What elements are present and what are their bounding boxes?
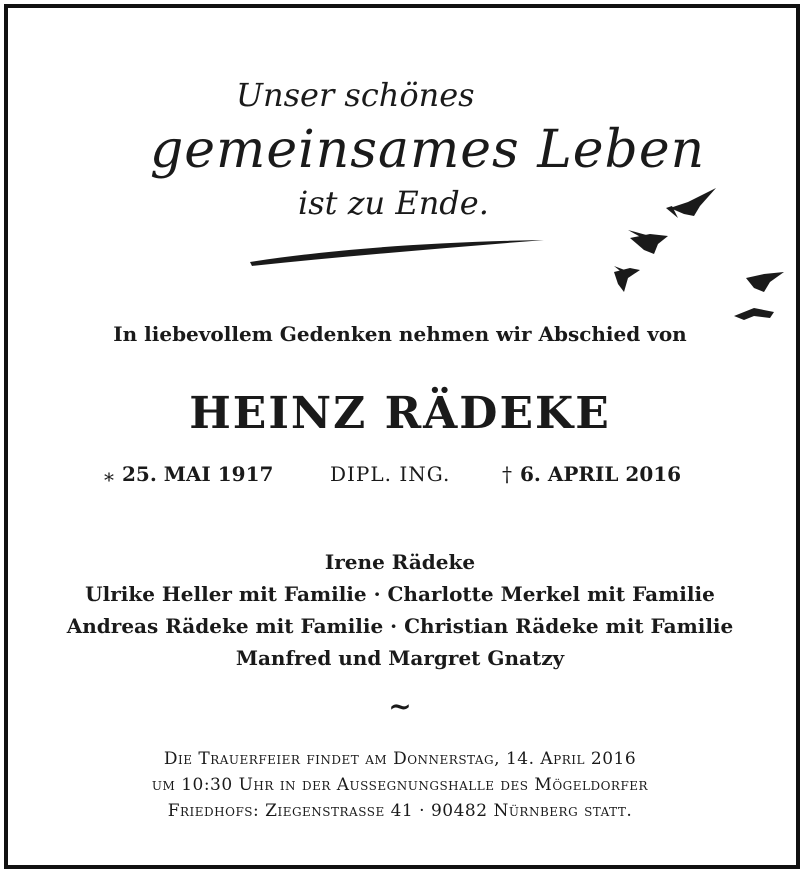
dates-row bbox=[0, 462, 800, 494]
mourner-line: Andreas Rädeke mit Familie · Christian Rädeke mit Familie bbox=[66, 614, 734, 638]
notice-line: Friedhofs: Ziegenstrasse 41 · 90482 Nürnberg statt. bbox=[167, 801, 633, 821]
birth-date-text: 25. MAI 1917 bbox=[122, 462, 274, 486]
academic-title: DIPL. ING. bbox=[330, 462, 451, 486]
separator-tilde: ~ bbox=[388, 690, 412, 723]
birth-date bbox=[104, 462, 273, 486]
headline-line-3: ist zu Ende. bbox=[298, 184, 489, 222]
death-date bbox=[502, 462, 681, 486]
intro-line: In liebevollem Gedenken nehmen wir Abschied von bbox=[113, 322, 687, 346]
headline-line-2: gemeinsames Leben bbox=[150, 120, 706, 180]
brush-stroke-underline bbox=[246, 232, 548, 272]
headline-line-1: Unser schönes bbox=[236, 76, 475, 114]
headline bbox=[0, 0, 800, 280]
death-date-text: 6. APRIL 2016 bbox=[520, 462, 682, 486]
notice-line: um 10:30 Uhr in der Aussegnungshalle des Mögeldorfer bbox=[151, 775, 649, 795]
flying-birds-icon bbox=[600, 180, 790, 330]
funeral-notice bbox=[0, 746, 800, 824]
mourner-line: Manfred und Margret Gnatzy bbox=[235, 646, 565, 670]
mourner-line: Irene Rädeke bbox=[324, 550, 476, 574]
cross-icon: † bbox=[502, 462, 512, 486]
mourner-line: Ulrike Heller mit Familie · Charlotte Merkel mit Familie bbox=[85, 582, 715, 606]
deceased-name: HEINZ RÄDEKE bbox=[189, 388, 611, 439]
birth-star-icon: ⁎ bbox=[104, 462, 114, 486]
mourners-list bbox=[0, 546, 800, 674]
notice-line: Die Trauerfeier findet am Donnerstag, 14. April 2016 bbox=[163, 749, 637, 769]
